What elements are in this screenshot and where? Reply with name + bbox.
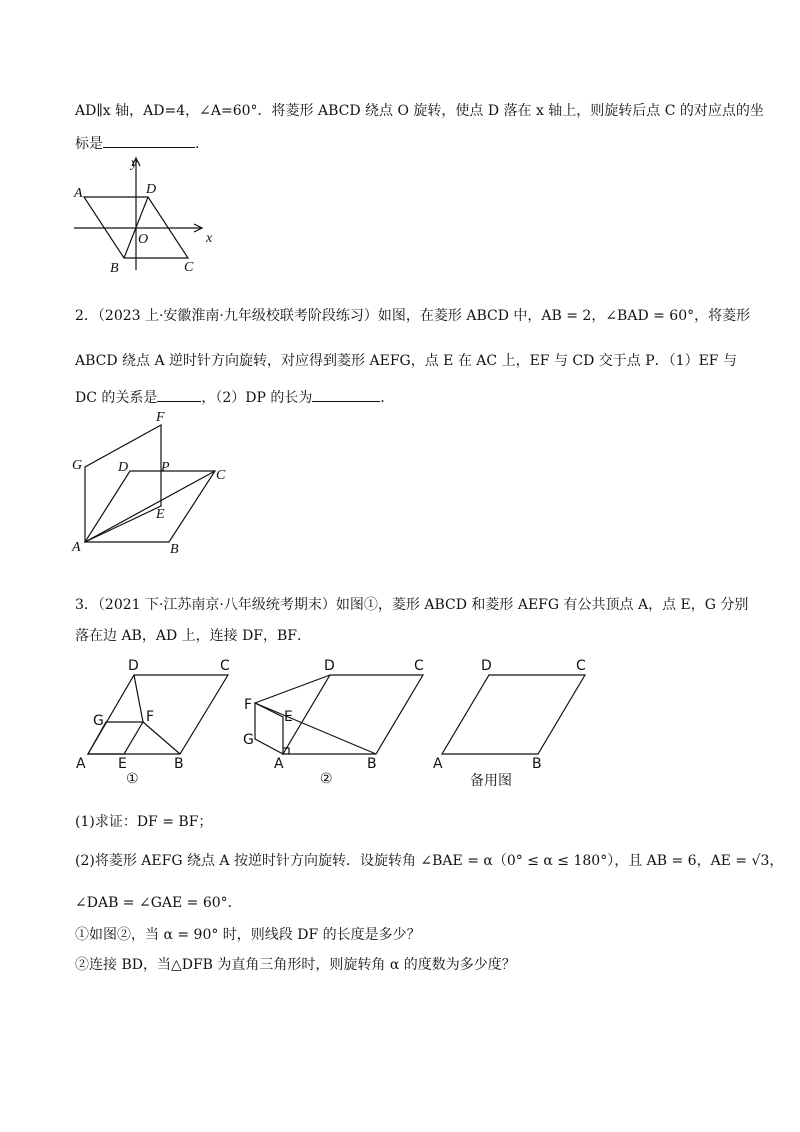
q2-diagonal-ac: [85, 471, 215, 542]
q3-fig2-caption: ②: [320, 771, 333, 787]
q3-fig3-label-b: B: [532, 756, 542, 772]
q1-label-b: B: [110, 261, 119, 276]
q3-fig2-label-d: D: [324, 658, 335, 674]
q3-fig2-label-c: C: [414, 658, 424, 674]
q3-part2-line1: (2)将菱形 AEFG 绕点 A 按逆时针方向旋转．设旋转角 ∠BAE = α（0° ≤ α ≤ 180°），且 AB = 6，AE = √3，: [75, 853, 784, 869]
q3-fig1-label-d: D: [128, 658, 139, 674]
q2-label-c: C: [216, 468, 226, 483]
q1-label-y: y: [131, 156, 138, 171]
q1-line2-prefix: 标是: [75, 136, 103, 152]
q3-fig3-rhombus-abcd: [442, 675, 585, 754]
q3-fig1-label-g: G: [93, 713, 104, 729]
q1-label-a: A: [74, 186, 83, 201]
q3-part2-line2: ∠DAB = ∠GAE = 60°．: [75, 895, 242, 911]
q3-part1: (1)求证：DF = BF；: [75, 814, 213, 830]
q2-text-line1: 2．（2023 上·安徽淮南·九年级校联考阶段练习）如图，在菱形 ABCD 中，AB = 2，∠BAD = 60°，将菱形: [75, 308, 751, 324]
q3-fig1-label-e: E: [118, 756, 127, 772]
q2-figure: [60, 405, 240, 560]
q3-fig1-segment-df: [134, 675, 143, 722]
q3-fig1-caption: ①: [126, 771, 139, 787]
q3-fig1-label-b: B: [174, 756, 184, 772]
q3-fig2-label-a: A: [274, 756, 284, 772]
q2-answer-blank-2: [312, 387, 380, 402]
q2-label-e: E: [156, 507, 165, 522]
q1-figure: [60, 150, 220, 280]
q3-fig3-label-c: C: [576, 658, 586, 674]
q3-figure-3: [425, 655, 600, 790]
q3-sub1: ①如图②，当 α = 90° 时，则线段 DF 的长度是多少？: [75, 927, 421, 943]
q3-fig2-label-f: F: [244, 697, 253, 713]
q2-line3-mid: ，（2）DP 的长为: [201, 390, 313, 406]
q1-label-x: x: [206, 231, 213, 246]
q1-answer-blank: [103, 133, 195, 148]
q2-answer-blank-1: [157, 387, 201, 402]
q3-figure-2: [240, 655, 425, 790]
q3-fig3-label-a: A: [433, 756, 443, 772]
q3-fig1-segment-bf: [143, 722, 180, 754]
q3-fig2-label-b: B: [367, 756, 377, 772]
q3-fig1-rhombus-abcd: [88, 675, 228, 754]
q2-label-d: D: [118, 460, 129, 475]
q3-fig3-label-d: D: [481, 658, 492, 674]
q3-text-line1: 3．（2021 下·江苏南京·八年级统考期末）如图①，菱形 ABCD 和菱形 AEFG 有公共顶点 A，点 E，G 分别: [75, 597, 749, 613]
q3-text-line2: 落在边 AB，AD 上，连接 DF，BF．: [75, 628, 312, 644]
q3-fig2-rhombus-abcd: [283, 675, 423, 754]
q3-fig2-rhombus-aefg: [255, 703, 283, 754]
q3-fig1-label-a: A: [76, 756, 86, 772]
q1-text-line1: AD∥x 轴，AD=4，∠A=60°．将菱形 ABCD 绕点 O 旋转，使点 D 落在 x 轴上，则旋转后点 C 的对应点的坐: [75, 103, 764, 119]
q2-label-g: G: [72, 458, 83, 473]
q2-label-f: F: [156, 410, 165, 425]
q3-fig3-caption: 备用图: [470, 773, 512, 789]
q2-text-line2: ABCD 绕点 A 逆时针方向旋转，对应得到菱形 AEFG，点 E 在 AC 上，EF 与 CD 交于点 P．（1）EF 与: [75, 353, 737, 369]
q3-fig2-label-g: G: [243, 732, 254, 748]
q3-fig2-label-e: E: [284, 709, 293, 725]
q1-line2-suffix: ．: [195, 136, 209, 152]
q1-label-c: C: [184, 260, 194, 275]
q2-label-b: B: [170, 542, 179, 557]
q2-line3-prefix: DC 的关系是: [75, 390, 158, 406]
q3-fig2-segment-df: [255, 675, 330, 703]
q2-label-a: A: [72, 540, 81, 555]
q1-label-o: O: [138, 232, 149, 247]
q2-line3-suffix: ．: [380, 390, 395, 406]
q3-sub2: ②连接 BD，当△DFB 为直角三角形时，则旋转角 α 的度数为多少度？: [75, 957, 516, 973]
q2-label-p: P: [161, 460, 170, 475]
q3-figure-1: [70, 655, 240, 790]
q3-fig2-segment-bf: [255, 703, 376, 754]
q3-fig1-label-c: C: [220, 658, 230, 674]
q3-fig1-label-f: F: [146, 709, 155, 725]
q1-label-d: D: [146, 182, 157, 197]
